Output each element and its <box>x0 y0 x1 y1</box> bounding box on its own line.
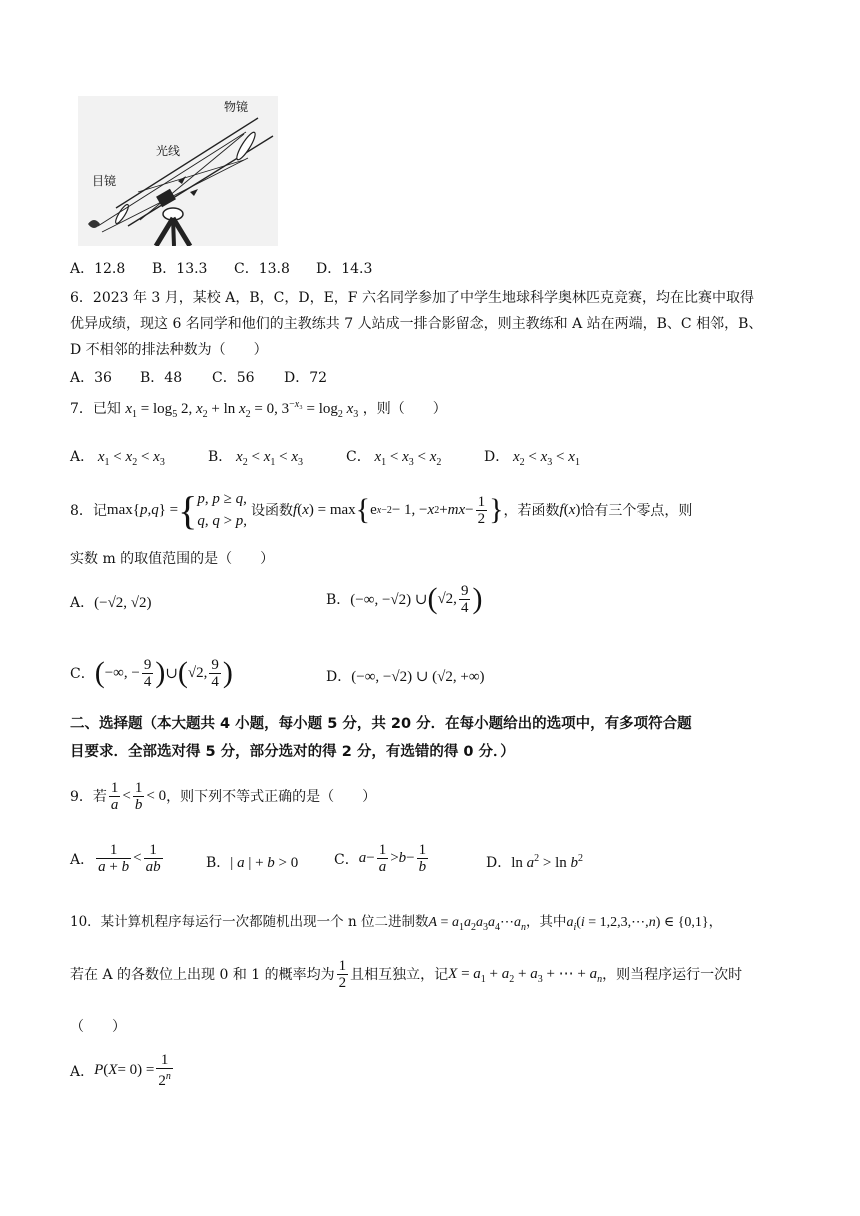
q5-option-d[interactable]: D．14.3 <box>316 261 373 277</box>
label-objective: 物镜 <box>224 100 249 114</box>
q7-condition: $x_1 = \log_5 2$, $x_2 + \ln x_2 = 0$, $3^{-x_3} = \log_2 x_3$ <box>125 399 359 420</box>
q8-max-definition: max{ p , q } = { p, p ≥ q, q, q > p, <box>106 487 248 533</box>
q8-prefix: 8．记 <box>70 503 107 519</box>
q5-option-b[interactable]: B．13.3 <box>152 261 208 277</box>
label-eyepiece: 目镜 <box>92 174 117 188</box>
q10-option-a[interactable]: A． P ( X = 0) = $\frac{1}{2^n}$ <box>70 1052 171 1089</box>
q7-question <box>70 398 447 420</box>
q9-suffix: ，则下列不等式正确的是（ ） <box>166 789 377 805</box>
q7-suffix: ，则（ ） <box>362 401 447 417</box>
q6-text-line2: 优异成绩，现这 6 名同学和他们的主教练共 7 人站成一排合影留念，则主教练和 A 站在两端，B、C 相邻，B、 <box>70 316 763 332</box>
q9-option-c[interactable]: C． a − $\frac{1}{a}$ > b − $\frac{1}{b}$ <box>334 842 427 875</box>
q6-option-b[interactable]: B．48 <box>140 370 183 386</box>
q8-function: f ( x ) = max { e x−2 − 1, − x 2 + mx − $\frac{1}{2}$ } <box>293 493 504 527</box>
q7-option-b[interactable]: B． $x_2 < x_1 < x_3$ <box>208 449 303 468</box>
q8-option-a[interactable]: A．(−√2, √2) <box>70 595 152 611</box>
q8-suffix: ，若函数 <box>503 503 560 519</box>
q8-option-c[interactable]: C． ( −∞, − $\frac{9}{4}$ ) ∪ ( √2, $\frac{9}{4}$ ) <box>70 656 233 690</box>
q10-line3: （ ） <box>70 1019 126 1035</box>
q8-option-d[interactable]: D．(−∞, −√2) ∪ (√2, +∞) <box>326 669 485 685</box>
section-2-line1: 二、选择题（本大题共 4 小题，每小题 5 分，共 20 分．在每小题给出的选项中，有多项符合题 <box>70 716 692 732</box>
q6-option-c[interactable]: C．56 <box>212 370 255 386</box>
q9-option-a[interactable]: A． $\frac{1}{a + b}$ < $\frac{1}{ab}$ <box>70 842 161 875</box>
q9-condition: $\frac{1}{a}$ < $\frac{1}{b}$ < 0 <box>110 779 167 813</box>
q8-mid: 设函数 <box>251 503 294 519</box>
q7-option-c[interactable]: C． $x_1 < x_3 < x_2$ <box>346 449 442 468</box>
q5-option-a[interactable]: A．12.8 <box>70 261 126 277</box>
q10-line2: 若在 A 的各数位上出现 0 和 1 的概率均为 $\frac{1}{2}$ 且相互独立，记 $X = a_1 + a_2 + a_3$ + ⋯ + $a_n$ ，则当程序运行一次时 <box>70 957 743 991</box>
q5-option-c[interactable]: C．13.8 <box>234 261 290 277</box>
q8-option-b[interactable]: B． (−∞, −√2) ∪ ( √2, $\frac{9}{4}$ ) <box>326 582 483 616</box>
q8-text-line2: 实数 m 的取值范围的是（ ） <box>70 551 275 567</box>
q7-prefix: 7．已知 <box>70 401 121 417</box>
q7-option-d[interactable]: D． $x_2 < x_3 < x_1$ <box>484 449 580 468</box>
q6-text-line3: D 不相邻的排法种数为（ ） <box>70 342 268 358</box>
q9-option-b[interactable]: B．| a | + b > 0 <box>206 855 299 871</box>
q10-line1: 10．某计算机程序每运行一次都随机出现一个 n 位二进制数$A = a_1a_2a_3a_4\cdots a_n$，其中$a_i(i$ = 1,2,3,⋯,n) ∈ {0,1}， <box>70 914 723 933</box>
q9-prefix: 9．若 <box>70 789 107 805</box>
q6-option-a[interactable]: A．36 <box>70 370 112 386</box>
telescope-figure <box>78 96 278 246</box>
section-2-line2: 目要求．全部选对得 5 分，部分选对的得 2 分，有选错的得 0 分．） <box>70 744 515 760</box>
q8-suffix2: 恰有三个零点，则 <box>580 503 693 519</box>
q6-option-d[interactable]: D．72 <box>284 370 328 386</box>
q7-option-a[interactable]: A． $x_1 < x_2 < x_3$ <box>70 449 165 468</box>
telescope-diagram <box>78 96 278 246</box>
q6-text-line1: 6．2023 年 3 月，某校 A，B，C，D，E，F 六名同学参加了中学生地球科学奥林匹克竞赛，均在比赛中取得 <box>70 290 754 306</box>
q8-question <box>70 486 692 534</box>
q9-option-d[interactable]: D．$\ln a^2 > \ln b^2$ <box>486 853 584 871</box>
q9-question <box>70 776 376 816</box>
q8-fx: f(x) <box>559 501 581 518</box>
label-light: 光线 <box>156 144 181 158</box>
